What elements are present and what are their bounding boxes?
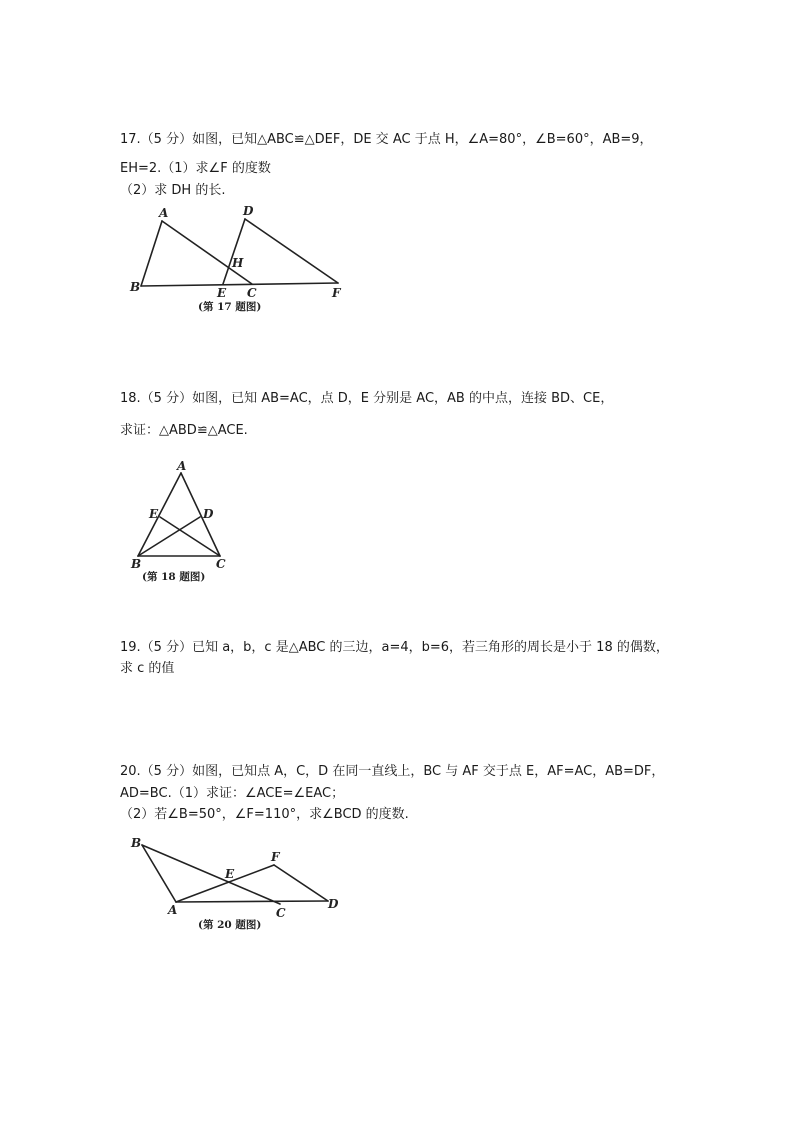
point-label-c: C: [247, 286, 257, 300]
point-label-e: E: [217, 286, 227, 300]
point-label-d: D: [203, 507, 214, 521]
problem-19-line-1: 19.（5 分）已知 a，b，c 是△ABC 的三边，a=4，b=6，若三角形的周长是小于 18 的偶数，: [120, 640, 669, 655]
problem-20-line-1: 20.（5 分）如图，已知点 A，C，D 在同一直线上，BC 与 AF 交于点 E，AF=AC，AB=DF，: [120, 764, 665, 779]
point-label-a: A: [159, 206, 169, 220]
segment-bf: [141, 283, 338, 286]
segment-ac: [162, 221, 252, 284]
segment-ab: [142, 845, 176, 902]
point-label-c: C: [216, 557, 226, 571]
problem-17-line-3: （2）求 DH 的长.: [120, 183, 226, 198]
figure-18-caption: (第 18 题图): [142, 571, 206, 583]
problem-18-line-1: 18.（5 分）如图，已知 AB=AC，点 D，E 分别是 AC，AB 的中点，连接 BD、CE，: [120, 391, 614, 406]
segment-fd: [274, 865, 328, 901]
problem-20-line-3: （2）若∠B=50°，∠F=110°，求∠BCD 的度数.: [120, 807, 409, 822]
problem-18-line-2: 求证：△ABD≌△ACE.: [120, 423, 248, 438]
point-label-d: D: [243, 204, 254, 218]
point-label-d: D: [328, 897, 339, 911]
figure-20-caption: (第 20 题图): [198, 919, 262, 931]
point-label-b: B: [131, 557, 142, 571]
problem-17-line-2: EH=2.（1）求∠F 的度数: [120, 161, 271, 176]
point-label-e: E: [225, 867, 235, 881]
point-label-a: A: [168, 903, 178, 917]
problem-17-line-1: 17.（5 分）如图，已知△ABC≌△DEF，DE 交 AC 于点 H，∠A=80°，∠B=60°，AB=9，: [120, 132, 653, 147]
point-label-b: B: [131, 836, 142, 850]
problem-19-line-2: 求 c 的值: [120, 661, 175, 676]
point-label-e: E: [149, 507, 159, 521]
segment-ab: [138, 473, 181, 556]
problem-20-line-2: AD=BC.（1）求证：∠ACE=∠EAC；: [120, 786, 345, 801]
figure-18: [120, 455, 250, 585]
point-label-f: F: [332, 286, 341, 300]
figure-17: [120, 200, 360, 320]
segment-df: [245, 219, 338, 283]
segment-de: [223, 219, 245, 284]
segment-ab: [141, 221, 162, 286]
figure-17-caption: (第 17 题图): [198, 301, 262, 313]
point-label-a: A: [177, 459, 187, 473]
segment-bc: [142, 845, 280, 904]
point-label-h: H: [232, 256, 244, 270]
point-label-c: C: [276, 906, 286, 920]
segment-ad: [176, 901, 328, 902]
point-label-b: B: [130, 280, 141, 294]
figure-20: [120, 830, 360, 940]
point-label-f: F: [271, 850, 280, 864]
